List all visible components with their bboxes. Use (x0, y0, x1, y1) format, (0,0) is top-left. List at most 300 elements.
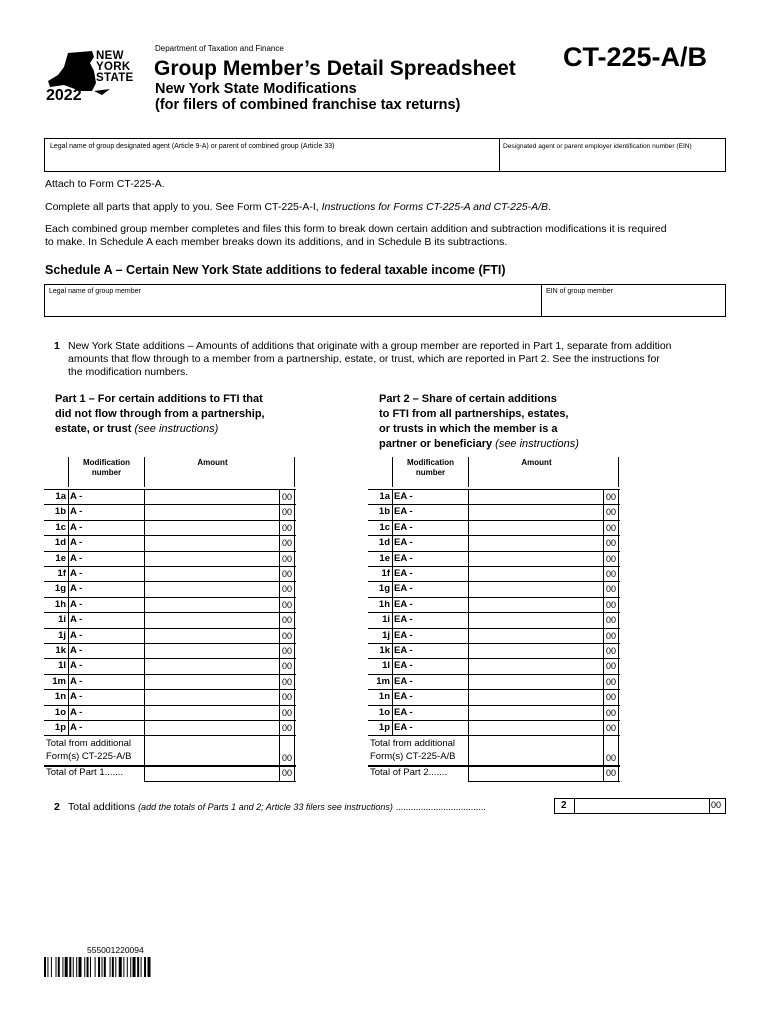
modification-number-field[interactable] (394, 490, 468, 505)
column-divider (279, 489, 280, 781)
line-number: 1k (55, 645, 66, 656)
cents-label: 00 (281, 768, 292, 779)
cents-label: 00 (281, 661, 292, 672)
modification-number-field[interactable] (70, 521, 144, 536)
modification-prefix: A - (70, 598, 83, 610)
amount-field[interactable] (469, 706, 603, 721)
modification-prefix: A - (70, 629, 83, 641)
barcode-number: 555001220094 (87, 945, 144, 955)
table-row (368, 612, 620, 627)
barcode-bar (95, 957, 96, 977)
modification-number-field[interactable] (394, 536, 468, 551)
part-2-title (379, 392, 579, 452)
line-1-text-1: New York State additions – Amounts of additions that originate with a group member are reported in Part 1, separate from addition (68, 340, 672, 352)
modification-prefix: EA - (394, 629, 413, 641)
cents-label: 00 (605, 584, 616, 595)
amount-field[interactable] (145, 644, 279, 659)
table-row (368, 705, 620, 720)
cents-label: 00 (605, 692, 616, 703)
total-of-part-amount-field[interactable] (469, 766, 603, 781)
barcode-bar (76, 957, 77, 977)
complete-instruction-suffix: . (548, 201, 551, 213)
modification-number-field[interactable] (394, 613, 468, 628)
part-2-title-note: (see instructions) (495, 438, 579, 450)
cents-label: 00 (605, 507, 616, 518)
amount-field[interactable] (469, 613, 603, 628)
amount-field[interactable] (469, 721, 603, 736)
modification-number-field[interactable] (394, 721, 468, 736)
line-2-dots: .................................... (395, 802, 486, 812)
line-2-description (68, 801, 486, 814)
line-number: 1n (54, 691, 66, 703)
barcode-bar (148, 957, 151, 977)
cents-label: 00 (281, 584, 292, 595)
amount-field[interactable] (145, 706, 279, 721)
part-1-title-3: estate, or trust (55, 423, 132, 435)
line-number: 1e (55, 552, 66, 564)
table-row (44, 689, 296, 704)
barcode-bar (123, 957, 124, 977)
amount-field[interactable] (469, 659, 603, 674)
header-divider (294, 457, 295, 487)
amount-field[interactable] (145, 582, 279, 597)
modification-number-field[interactable] (394, 521, 468, 536)
barcode-bar (62, 957, 63, 977)
table-row (368, 674, 620, 689)
form-subtitle-1: New York State Modifications (155, 81, 357, 97)
cents-label: 00 (605, 768, 616, 779)
line-number: 1f (57, 568, 66, 579)
total-of-part-amount-field[interactable] (145, 766, 279, 781)
line-number: 1d (378, 537, 390, 549)
barcode-bar (73, 957, 74, 977)
col-header-modification: Modification number (406, 458, 455, 477)
line-number: 1o (378, 706, 390, 718)
total-of-part-label: Total of Part 1....... (46, 767, 124, 779)
modification-prefix: EA - (394, 706, 413, 718)
schedule-a-title: Schedule A – Certain New York State additions to federal taxable income (FTI) (45, 263, 506, 277)
amount-field[interactable] (469, 505, 603, 520)
barcode-bar (90, 957, 91, 977)
table-row (44, 504, 296, 519)
part-2-title-4: partner or beneficiary (379, 438, 493, 450)
part-1-title-1: Part 1 – For certain additions to FTI that (55, 393, 263, 405)
column-divider (294, 489, 295, 781)
barcode-bar (102, 957, 103, 977)
modification-prefix: EA - (394, 691, 413, 703)
amount-field[interactable] (145, 536, 279, 551)
cents-label: 00 (281, 630, 292, 641)
modification-number-field[interactable] (394, 582, 468, 597)
part-1-title (55, 392, 265, 437)
cents-label: 00 (605, 676, 616, 687)
line-number: 1j (58, 629, 66, 641)
amount-field[interactable] (145, 675, 279, 690)
modification-prefix: EA - (394, 506, 413, 518)
line-number: 1b (54, 506, 66, 518)
modification-prefix: A - (70, 583, 83, 595)
column-divider (618, 489, 619, 781)
modification-prefix: EA - (394, 645, 413, 656)
amount-field[interactable] (469, 490, 603, 505)
modification-number-field[interactable] (394, 675, 468, 690)
modification-number-field[interactable] (70, 629, 144, 644)
table-row (368, 566, 620, 581)
legal-name-label: Legal name of group designated agent (Article 9-A) or parent of combined group (Article 33) (50, 143, 335, 150)
table-row (368, 643, 620, 658)
member-ein-label: EIN of group member (546, 288, 613, 295)
line-1-description (68, 340, 672, 379)
cents-label: 00 (281, 676, 292, 687)
line-2-amount-field[interactable] (574, 798, 726, 814)
amount-field[interactable] (469, 536, 603, 551)
modification-number-field[interactable] (70, 690, 144, 705)
amount-field[interactable] (145, 659, 279, 674)
cents-label: 00 (281, 599, 292, 610)
cents-label: 00 (605, 599, 616, 610)
part-1-title-2: did not flow through from a partnership, (55, 408, 265, 420)
total-additional-label (370, 737, 468, 765)
modification-number-field[interactable] (394, 629, 468, 644)
line-number: 1h (378, 598, 390, 610)
amount-field[interactable] (145, 613, 279, 628)
cents-label: 00 (281, 569, 292, 579)
row-divider (468, 781, 620, 782)
cents-label: 00 (281, 492, 292, 502)
tax-year: 2022 (46, 87, 82, 104)
table-row (44, 643, 296, 658)
part-2-title-3: or trusts in which the member is a (379, 423, 558, 435)
modification-prefix: EA - (394, 552, 413, 564)
row-divider (44, 735, 296, 736)
part-1-title-note: (see instructions) (134, 423, 219, 435)
barcode-bar (69, 957, 71, 977)
each-member-line-2: to make. In Schedule A each member breaks down its additions, and in Schedule B its subtractions. (45, 236, 508, 248)
part-2-title-1: Part 2 – Share of certain additions (379, 393, 557, 405)
part-2-title-2: to FTI from all partnerships, estates, (379, 408, 569, 420)
form-number: CT-225-A/B (563, 42, 708, 72)
amount-field[interactable] (469, 629, 603, 644)
amount-field[interactable] (145, 629, 279, 644)
modification-prefix: A - (70, 706, 83, 718)
line-number: 1n (378, 691, 390, 703)
modification-number-field[interactable] (394, 567, 468, 582)
modification-number-field[interactable] (394, 505, 468, 520)
modification-prefix: EA - (394, 583, 413, 595)
cents-label: 00 (605, 753, 616, 764)
cents-label: 00 (281, 692, 292, 703)
logo-word-state: STATE (96, 72, 134, 84)
amount-field[interactable] (145, 598, 279, 613)
column-divider (68, 489, 69, 735)
modification-number-field[interactable] (394, 598, 468, 613)
logo-word-new: NEW (96, 50, 124, 62)
barcode-bar (51, 957, 52, 977)
modification-prefix: EA - (394, 537, 413, 549)
line-2-number-box (554, 798, 575, 814)
table-row (368, 535, 620, 550)
total-additional-line-1: Total from additional (46, 738, 132, 750)
line-number: 1f (381, 568, 390, 579)
cents-label: 00 (281, 507, 292, 518)
line-1-text-2: amounts that flow through to a member from a partnership, estate, or trust, which are reported in Part 2. See the instructions for (68, 353, 660, 365)
cents-label: 00 (605, 646, 616, 656)
total-of-part-label: Total of Part 2....... (370, 767, 448, 779)
line-number: 1o (54, 706, 66, 718)
barcode-image (44, 957, 194, 977)
table-row (368, 551, 620, 566)
amount-field[interactable] (469, 552, 603, 567)
modification-prefix: EA - (394, 598, 413, 610)
barcode-bar (104, 957, 106, 977)
barcode-bar (58, 957, 60, 977)
attach-instruction: Attach to Form CT-225-A. (45, 178, 165, 190)
cents-label: 00 (605, 522, 616, 533)
instructions-reference: Instructions for Forms CT-225-A and CT-225-A/B (321, 201, 549, 213)
table-row (368, 658, 620, 673)
table-row (44, 597, 296, 612)
cents-label: 00 (605, 723, 616, 733)
table-row (44, 566, 296, 581)
modification-prefix: A - (70, 568, 83, 579)
table-row (44, 581, 296, 596)
modification-number-field[interactable] (70, 567, 144, 582)
ein-label: Designated agent or parent employer identification number (EIN) (503, 143, 692, 150)
barcode-bar (115, 957, 116, 977)
barcode-bar (56, 957, 57, 977)
table-row (44, 674, 296, 689)
modification-prefix: EA - (394, 568, 413, 579)
line-number: 1p (378, 722, 390, 733)
table-row (44, 551, 296, 566)
modification-number-field[interactable] (70, 490, 144, 505)
line-number: 1j (382, 629, 390, 641)
line-number: 1i (382, 614, 390, 626)
col-header-amount: Amount (197, 458, 228, 467)
barcode-bar (141, 957, 142, 977)
barcode-bar (144, 957, 146, 977)
modification-prefix: A - (70, 506, 83, 518)
modification-number-field[interactable] (394, 552, 468, 567)
line-2-label: Total additions (68, 801, 136, 813)
line-number: 1g (378, 583, 390, 595)
modification-prefix: A - (70, 660, 83, 672)
table-row (44, 489, 296, 504)
cents-label: 00 (281, 522, 292, 533)
modification-number-field[interactable] (394, 706, 468, 721)
total-additional-line-2: Form(s) CT-225-A/B (370, 751, 456, 763)
amount-field[interactable] (469, 521, 603, 536)
barcode-bar (47, 957, 48, 977)
col-header-amount: Amount (521, 458, 552, 467)
col-header-modification: Modification number (82, 458, 131, 477)
amount-field[interactable] (469, 598, 603, 613)
line-number: 1a (379, 491, 390, 502)
cents-label: 00 (281, 553, 292, 564)
member-name-field[interactable] (44, 284, 542, 317)
modification-prefix: A - (70, 614, 83, 626)
form-subtitle-2: (for filers of combined franchise tax returns) (155, 97, 461, 113)
table-row (44, 658, 296, 673)
cents-label: 00 (281, 707, 292, 718)
modification-prefix: A - (70, 521, 83, 533)
table-row (368, 597, 620, 612)
line-1-number: 1 (54, 340, 60, 352)
line-number: 1m (376, 675, 390, 687)
barcode-bar (79, 957, 82, 977)
line-number: 1p (54, 722, 66, 733)
modification-prefix: EA - (394, 491, 413, 502)
amount-field[interactable] (469, 675, 603, 690)
line-number: 1g (54, 583, 66, 595)
line-2-note: (add the totals of Parts 1 and 2; Article 33 filers see instructions) (138, 802, 393, 812)
barcode-bar (112, 957, 114, 977)
cents-label: 00 (281, 538, 292, 549)
table-row (44, 628, 296, 643)
amount-field[interactable] (145, 505, 279, 520)
table-row (368, 520, 620, 535)
barcode-bar (119, 957, 122, 977)
department-name: Department of Taxation and Finance (155, 44, 284, 53)
table-row (44, 720, 296, 735)
cents-label: 00 (281, 646, 292, 656)
line-2-cents: 00 (711, 800, 722, 810)
modification-number-field[interactable] (70, 552, 144, 567)
cents-label: 00 (281, 753, 292, 764)
line-number: 1i (58, 614, 66, 626)
modification-number-field[interactable] (70, 536, 144, 551)
part-2-table (368, 457, 620, 785)
line-2-box-number: 2 (561, 800, 567, 811)
table-row (368, 504, 620, 519)
cents-label: 00 (605, 615, 616, 626)
table-row (368, 720, 620, 735)
modification-number-field[interactable] (394, 644, 468, 659)
logo-word-york: YORK (96, 61, 131, 73)
modification-number-field[interactable] (70, 582, 144, 597)
barcode-bar (137, 957, 139, 977)
modification-number-field[interactable] (70, 505, 144, 520)
header-divider (618, 457, 619, 487)
modification-number-field[interactable] (70, 613, 144, 628)
ein-field[interactable] (499, 138, 726, 172)
member-ein-field[interactable] (541, 284, 726, 317)
barcode-bar (84, 957, 85, 977)
line-number: 1m (52, 675, 66, 687)
barcode-bar (65, 957, 68, 977)
barcode-bar (127, 957, 128, 977)
table-row (368, 628, 620, 643)
table-row (44, 535, 296, 550)
line-number: 1b (378, 506, 390, 518)
modification-prefix: A - (70, 691, 83, 703)
cents-label: 00 (605, 630, 616, 641)
modification-number-field[interactable] (70, 659, 144, 674)
nys-logo (44, 47, 156, 107)
amount-field[interactable] (145, 690, 279, 705)
cents-label: 00 (605, 707, 616, 718)
barcode-bar (133, 957, 136, 977)
modification-prefix: EA - (394, 722, 413, 733)
table-row (368, 689, 620, 704)
line-number: 1c (55, 521, 66, 533)
amount-field[interactable] (469, 644, 603, 659)
legal-name-field[interactable] (44, 138, 500, 172)
amount-field[interactable] (145, 490, 279, 505)
barcode-bar (98, 957, 100, 977)
modification-number-field[interactable] (70, 706, 144, 721)
modification-number-field[interactable] (394, 659, 468, 674)
modification-number-field[interactable] (70, 675, 144, 690)
cents-label: 00 (605, 553, 616, 564)
total-additional-line-2: Form(s) CT-225-A/B (46, 751, 132, 763)
line-number: 1c (379, 521, 390, 533)
member-name-label: Legal name of group member (49, 288, 141, 295)
column-divider (603, 489, 604, 781)
amount-field[interactable] (145, 567, 279, 582)
amount-field[interactable] (469, 582, 603, 597)
barcode-bar (130, 957, 131, 977)
form-title: Group Member’s Detail Spreadsheet (154, 57, 516, 80)
each-member-instruction (45, 223, 667, 249)
modification-prefix: A - (70, 722, 83, 733)
modification-prefix: EA - (394, 614, 413, 626)
line-1-text-3: the modification numbers. (68, 366, 189, 378)
modification-prefix: EA - (394, 521, 413, 533)
amount-field[interactable] (145, 552, 279, 567)
line-number: 1l (58, 660, 66, 672)
line-number: 1d (54, 537, 66, 549)
modification-prefix: A - (70, 537, 83, 549)
modification-number-field[interactable] (70, 644, 144, 659)
total-additional-amount-field[interactable] (469, 737, 603, 765)
amount-field[interactable] (145, 521, 279, 536)
line-number: 1k (379, 645, 390, 656)
amount-field[interactable] (145, 721, 279, 736)
cents-label: 00 (605, 492, 616, 502)
modification-number-field[interactable] (70, 598, 144, 613)
cents-label: 00 (605, 538, 616, 549)
line-number: 1a (55, 491, 66, 502)
table-row (44, 520, 296, 535)
modification-number-field[interactable] (70, 721, 144, 736)
part-1-table (44, 457, 296, 785)
modification-prefix: A - (70, 552, 83, 564)
line-number: 1h (54, 598, 66, 610)
modification-prefix: A - (70, 491, 83, 502)
complete-instruction-prefix: Complete all parts that apply to you. See Form CT-225-A-I, (45, 201, 322, 213)
modification-number-field[interactable] (394, 690, 468, 705)
barcode-bar (44, 957, 46, 977)
row-divider (368, 735, 620, 736)
each-member-line-1: Each combined group member completes and files this form to break down certain addition and subtraction modifications it is required (45, 223, 667, 235)
table-row (44, 705, 296, 720)
amount-field[interactable] (469, 567, 603, 582)
table-row (368, 581, 620, 596)
total-additional-amount-field[interactable] (145, 737, 279, 765)
line-number: 1l (382, 660, 390, 672)
amount-field[interactable] (469, 690, 603, 705)
line-number: 1e (379, 552, 390, 564)
table-row (44, 612, 296, 627)
barcode-bar (87, 957, 89, 977)
modification-prefix: EA - (394, 660, 413, 672)
cents-label: 00 (281, 615, 292, 626)
column-divider (392, 489, 393, 735)
modification-prefix: A - (70, 645, 83, 656)
cents-label: 00 (605, 569, 616, 579)
row-divider (144, 781, 296, 782)
